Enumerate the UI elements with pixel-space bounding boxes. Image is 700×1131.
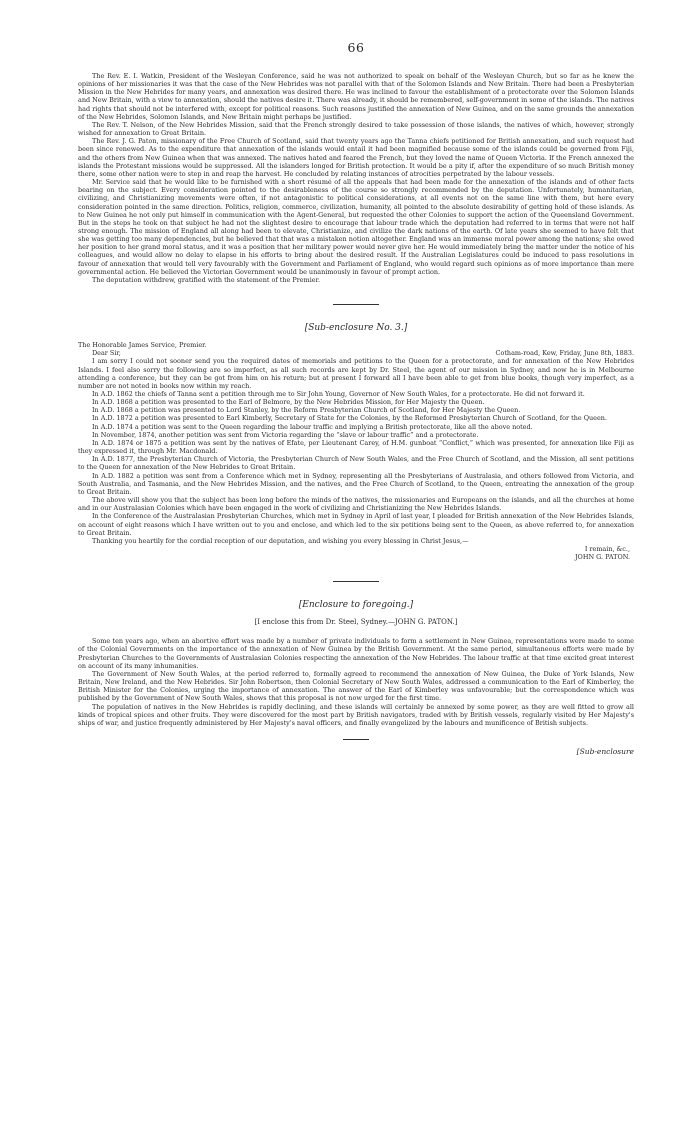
letter-paragraph: In A.D. 1882 a petition was sent from a Conference which met in Sydney, representing all the Presbyterians of Australasia, and others followed from Victoria, and South Australia, and Tasmania, and the New Hebrides Mission, and the natives, and the Free Church of Scotland, to the Queen, entreating the annexation of the group to Great Britain.	[78, 471, 634, 496]
letter-paragraph: In A.D. 1872 a petition was presented to Earl Kimberly, Secretary of State for the Colonies, by the Reformed Presbyterian Church of Scotland, for the Queen.	[92, 414, 607, 423]
addressee: The Honorable James Service, Premier.	[78, 341, 207, 350]
salutation: Dear Sir,	[92, 349, 121, 358]
letter-paragraph: In A.D. 1868 a petition was presented to the Earl of Belmore, by the New Hebrides Mission, for Her Majesty the Queen.	[92, 398, 485, 407]
enclosure-note: [I enclose this from Dr. Steel, Sydney.—JOHN G. PATON.]	[254, 618, 458, 627]
letter-paragraph: The above will show you that the subject has been long before the minds of the natives, the missionaries and Europeans on the islands, and all the churches at home and in our Australasian Colonies which have been engaged in the work of civilizing and Christianizing the New Hebrides Islands.	[78, 496, 634, 513]
page-number: 66	[347, 40, 365, 55]
enclosure-paragraph: Some ten years ago, when an abortive effort was made by a number of private individuals to form a settlement in New Guinea, representations were made to some of the Colonial Governments on the importance of the annexation of New Guinea by the British Government. At the same period, simultaneous efforts were made by Presbyterian Churches to the Governments of Australasian Colonies respecting the annexation of the New Hebrides. The labour traffic at that time excited great interest on account of its many inhumanities.	[78, 637, 634, 670]
deputation-section	[78, 72, 634, 284]
letter-paragraph: I am sorry I could not sooner send you the required dates of memorials and petitions to the Queen for a protectorate, and for annexation of the New Hebrides Islands. I feel also sorry the following are so imperfect, as all such records are kept by Dr. Steel, the agent of our mission in Sydney, and now he is in Melbourne attending a conference, but they can be got from him on his return; but at present I forward all I have been able to get from blue books, though very imperfect, as a number are not noted in books now within my reach.	[78, 357, 634, 390]
sub-enclosure-heading: [Sub-enclosure No. 3.]	[304, 323, 408, 334]
letter-paragraph: In A.D. 1868 a petition was presented to Lord Stanley, by the Reform Presbyterian Church of Scotland, for Her Majesty the Queen.	[92, 406, 521, 415]
letter-paragraph: Thanking you heartily for the cordial reception of our deputation, and wishing you every blessing in Christ Jesus,—	[92, 536, 469, 545]
section-divider	[333, 581, 379, 582]
closing: I remain, &c.,	[584, 544, 630, 553]
paragraph: The deputation withdrew, gratified with the statement of the Premier.	[92, 275, 320, 284]
letter-paragraph: In A.D. 1874 or 1875 a petition was sent by the natives of Efate, per Lieutenant Carey, of H.M. gunboat “Conflict,” which was presented, for annexation like Fiji as they expressed it, through Mr. Macdonald.	[78, 438, 634, 456]
enclosure-paragraph: The Government of New South Wales, at the period referred to, formally agreed to recommend the annexation of New Guinea, the Duke of York Islands, New Britain, New Ireland, and the New Hebrides. Sir John Robertson, then Colonial Secretary of New South Wales, addressed a communication to the Earl of Kimberley, the British Minister for the Colonies, urging the importance of annexation. The answer of the Earl of Kimberley was unfavourable; but the correspondence which was published by the Government of New South Wales, shows that this proposal is not now urged for the first time.	[78, 669, 634, 703]
letter-paragraph: In the Conference of the Australasian Presbyterian Churches, which met in Sydney in April of last year, I pleaded for British annexation of the New Hebrides Islands, on account of eight reasons which I have written out to you and enclose, and which led to the six petitions being sent to the Queen, as above referred to, for annexation to Great Britain.	[78, 512, 634, 537]
place-date: Cotham-road, Kew, Friday, June 8th, 1883.	[495, 349, 634, 358]
signature: JOHN G. PATON.	[574, 553, 630, 562]
letter-paragraph: In November, 1874, another petition was sent from Victoria regarding the “slave or labour traffic” and a protectorate.	[92, 430, 479, 439]
paragraph: Mr. Service said that he would like to be furnished with a short résumé of all the appeals that had been made for the annexation of the islands and of other facts bearing on the subject. Every consideration pointed to the desirableness of the course so strongly recommended by the deputation. Unfortunately, humanitarian, civilizing, and Christianizing movements were often, if not antagonistic to political considerations, at all events not on the same line with them, but here every consideration pointed in the same direction. Politics, religion, commerce, civilization, humanity, all pointed to the absolute desirability of getting hold of these islands. As to New Guinea he not only put himself in communication with the Agent-General, but requested the other Colonies to support the action of the Queensland Government. But in the steps he took on that subject he had not the slightest desire to encourage that labour trade which the deputation had referred to in terms that were not half strong enough. The mission of England all along had been to elevate, Christianize, and civilize the dark nations of the earth. Of late years she seemed to have felt that she was getting too many dependencies, but he believed that that was a mistaken notion altogether. England was an immense moral power among the nations; she owed her position to her grand moral status, and it was a position that her military power would never give her. He would immediately bring the matter under the notice of his colleagues, and would allow no delay to elapse in his efforts to bring about the desired result. If the Australian Legislatures could be induced to pass resolutions in favour of annexation that would tell very favourably with the Government and Parliament of England, who would regard such opinions as of more importance than mere governmental action. He believed the Victorian Government would be unanimously in favour of prompt action.	[78, 178, 634, 276]
letter-paragraph: In A.D. 1862 the chiefs of Tanna sent a petition through me to Sir John Young, Governor of New South Wales, for a protectorate. He did not forward it.	[92, 390, 585, 398]
enclosure-section	[78, 600, 634, 756]
salutation-row	[78, 349, 634, 357]
section-divider	[343, 739, 369, 740]
paragraph: The Rev. J. G. Paton, missionary of the Free Church of Scotland, said that twenty years ago the Tanna chiefs petitioned for British annexation, and such request had been since renewed. As to the expenditure that annexation of the islands would entail it had been magnified because some of the islands could be governed from Fiji, and the others from New Guinea when that was annexed. The natives hated and feared the French, but they loved the name of Queen Victoria. If the French annexed the islands the Protestant missions would be suppressed. All the islanders longed for British protection. It would be a pity if, after the expenditure of so much British money there, some other nation were to step in and reap the harvest. He concluded by relating instances of atrocities perpetrated by the labour vessels.	[78, 137, 634, 178]
enclosure-heading: [Enclosure to foregoing.]	[298, 600, 414, 611]
sub-enclosure-section	[78, 323, 634, 561]
enclosure-paragraph: The population of natives in the New Hebrides is rapidly declining, and these islands will certainly be annexed by some power, as they are well fitted to grow all kinds of tropical spices and other fruits. They were discovered for the most part by British navigators, traded with by British vessels, regularly visited by Her Majesty's ships of war, and justice frequently administered by Her Majesty's naval officers, and finally evangelized by the labours and munificence of British subjects.	[78, 702, 634, 727]
section-divider	[333, 304, 379, 305]
paragraph: The Rev. T. Nelson, of the New Hebrides Mission, said that the French strongly desired to take possession of those islands, the natives of which, however, strongly wished for annexation to Great Britain.	[78, 120, 634, 138]
document-page	[78, 40, 634, 756]
catchword: [Sub-enclosure	[576, 747, 634, 756]
letter-paragraph: In A.D. 1874 a petition was sent to the Queen regarding the labour traffic and implying a British protectorate, like all the above noted.	[92, 422, 533, 431]
paragraph: The Rev. E. I. Watkin, President of the Wesleyan Conference, said he was not authorized to speak on behalf of the Wesleyan Church, but so far as he knew the opinions of her missionaries it was that the case of the New Hebrides was not parallel with that of the Solomon Islands and New Britain. There had been a Presbyterian Mission in the New Hebrides for many years, and annexation was desired there. He was inclined to favour the establishment of a protectorate over the Solomon Islands and New Britain, with a view to annexation, should the natives desire it. There was already, it should be remembered, self-government in some of the islands. The natives had rights that should not be interfered with, except for political reasons. Such reasons justified the annexation of New Guinea, and on the same grounds the annexation of the New Hebrides, Solomon Islands, and New Britain might perhaps be justified.	[78, 72, 634, 121]
letter-paragraph: In A.D. 1877, the Presbyterian Church of Victoria, the Presbyterian Church of New South Wales, and the Free Church of Scotland, and the Mission, all sent petitions to the Queen for annexation of the New Hebrides to Great Britain.	[78, 455, 634, 472]
